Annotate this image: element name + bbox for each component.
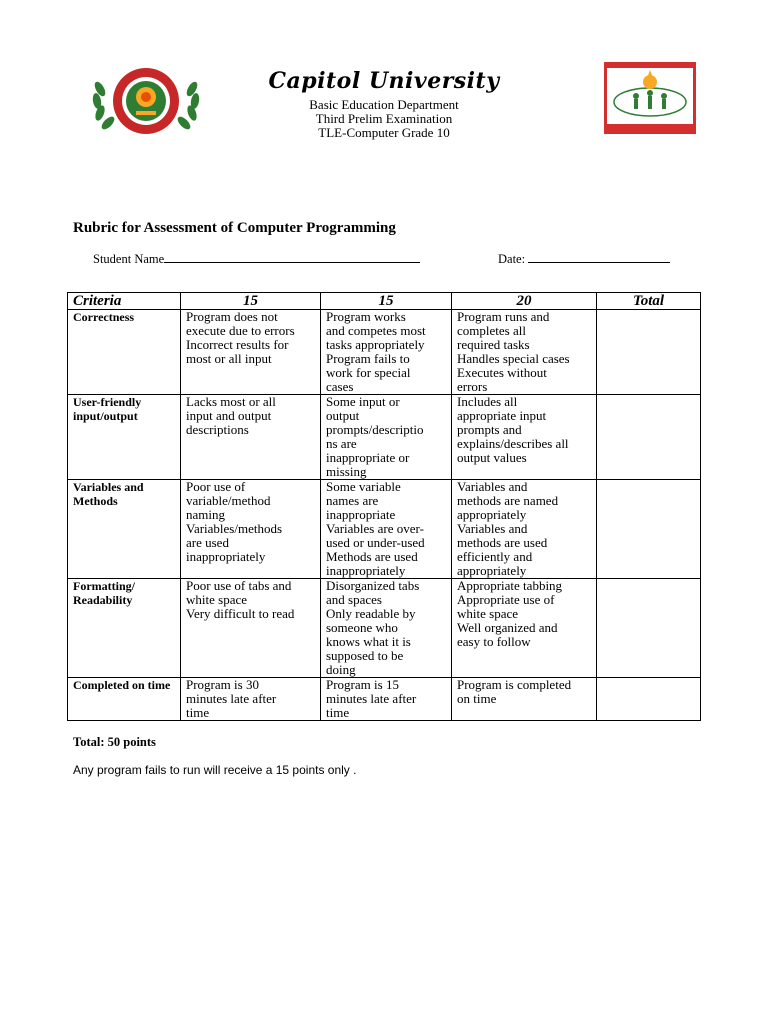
descriptor-line: Variables and — [457, 479, 528, 494]
descriptor-line: knows what it is — [326, 634, 411, 649]
descriptor-cell — [181, 678, 321, 721]
descriptor-cell — [452, 310, 597, 395]
descriptor-line: input and output — [186, 408, 272, 423]
note-text: Any program fails to run will receive a 15 points only . — [73, 763, 357, 777]
descriptor-line: Program fails to — [326, 351, 410, 366]
table-row — [68, 310, 701, 395]
descriptor-cell — [452, 480, 597, 579]
descriptor-line: time — [326, 705, 350, 720]
total-cell[interactable] — [597, 310, 701, 395]
descriptor-line: doing — [326, 662, 356, 677]
descriptor-line: minutes late after — [186, 691, 277, 706]
descriptor-line: supposed to be — [326, 648, 404, 663]
total-cell[interactable] — [597, 480, 701, 579]
descriptor-line: appropriately — [457, 507, 527, 522]
student-name-label: Student Name — [93, 252, 165, 266]
descriptor-line: naming — [186, 507, 225, 522]
descriptor-cell — [321, 480, 452, 579]
descriptor-line: work for special — [326, 365, 411, 380]
total-cell[interactable] — [597, 395, 701, 480]
descriptor-line: Variables and — [457, 521, 528, 536]
criteria-cell: Formatting/ Readability — [68, 579, 181, 678]
descriptor-line: ns are — [326, 436, 357, 451]
descriptor-line: and spaces — [326, 592, 382, 607]
descriptor-line: efficiently and — [457, 549, 533, 564]
descriptor-line: Very difficult to read — [186, 606, 295, 621]
descriptor-line: white space — [186, 592, 248, 607]
descriptor-line: Handles special cases — [457, 351, 570, 366]
descriptor-line: descriptions — [186, 422, 249, 437]
header-score-15-b: 15 — [321, 293, 452, 310]
descriptor-line: Some variable — [326, 479, 401, 494]
descriptor-line: names are — [326, 493, 379, 508]
descriptor-line: completes all — [457, 323, 526, 338]
descriptor-line: minutes late after — [326, 691, 417, 706]
descriptor-line: Program works — [326, 309, 406, 324]
subject-name: TLE-Computer Grade 10 — [318, 125, 450, 140]
descriptor-line: tasks appropriately — [326, 337, 425, 352]
descriptor-line: someone who — [326, 620, 398, 635]
descriptor-cell — [321, 678, 452, 721]
student-name-field[interactable] — [93, 250, 420, 267]
descriptor-line: appropriate input — [457, 408, 547, 423]
department-name: Basic Education Department — [309, 97, 459, 112]
criteria-cell: Completed on time — [68, 678, 181, 721]
descriptor-line: explains/describes all — [457, 436, 569, 451]
descriptor-line: Variables are over- — [326, 521, 424, 536]
descriptor-cell — [452, 395, 597, 480]
descriptor-line: Program is completed — [457, 677, 572, 692]
descriptor-cell — [181, 579, 321, 678]
total-points: Total: 50 points — [73, 735, 156, 749]
student-name-line[interactable] — [164, 250, 420, 263]
date-line[interactable] — [528, 250, 670, 263]
descriptor-line: execute due to errors — [186, 323, 295, 338]
descriptor-line: variable/method — [186, 493, 271, 508]
descriptor-line: prompts and — [457, 422, 522, 437]
descriptor-line: Some input or — [326, 394, 400, 409]
descriptor-line: appropriately — [457, 563, 527, 578]
descriptor-line: Disorganized tabs — [326, 578, 420, 593]
table-row — [68, 395, 701, 480]
descriptor-line: cases — [326, 379, 354, 394]
exam-name: Third Prelim Examination — [315, 111, 453, 126]
descriptor-line: most or all input — [186, 351, 272, 366]
basic-education-department-logo-icon — [604, 62, 696, 139]
descriptor-cell — [452, 678, 597, 721]
descriptor-line: missing — [326, 464, 367, 479]
descriptor-line: easy to follow — [457, 634, 531, 649]
descriptor-line: Poor use of tabs and — [186, 578, 292, 593]
descriptor-line: methods are used — [457, 535, 548, 550]
descriptor-line: output — [326, 408, 360, 423]
descriptor-line: output values — [457, 450, 527, 465]
table-row — [68, 678, 701, 721]
descriptor-cell — [321, 310, 452, 395]
criteria-cell: Variables and Methods — [68, 480, 181, 579]
header-criteria: Criteria — [68, 293, 181, 310]
descriptor-line: Lacks most or all — [186, 394, 276, 409]
descriptor-line: used or under-used — [326, 535, 425, 550]
header-score-20: 20 — [452, 293, 597, 310]
descriptor-line: and competes most — [326, 323, 426, 338]
descriptor-line: required tasks — [457, 337, 530, 352]
descriptor-line: Appropriate tabbing — [457, 578, 563, 593]
table-row — [68, 579, 701, 678]
descriptor-cell — [452, 579, 597, 678]
descriptor-line: Well organized and — [457, 620, 558, 635]
descriptor-cell — [321, 579, 452, 678]
table-header-row — [68, 293, 701, 310]
descriptor-cell — [181, 310, 321, 395]
university-seal-icon — [92, 67, 200, 140]
descriptor-line: Executes without — [457, 365, 547, 380]
descriptor-line: methods are named — [457, 493, 559, 508]
descriptor-line: prompts/descriptio — [326, 422, 424, 437]
descriptor-cell — [181, 395, 321, 480]
descriptor-line: Includes all — [457, 394, 518, 409]
table-row — [68, 480, 701, 579]
descriptor-cell — [181, 480, 321, 579]
rubric-table — [67, 292, 701, 721]
descriptor-line: Poor use of — [186, 479, 246, 494]
descriptor-line: on time — [457, 691, 497, 706]
date-field[interactable] — [498, 250, 670, 267]
descriptor-line: inappropriately — [326, 563, 406, 578]
descriptor-line: Program runs and — [457, 309, 550, 324]
descriptor-line: Program does not — [186, 309, 278, 324]
descriptor-line: Incorrect results for — [186, 337, 289, 352]
criteria-cell: Correctness — [68, 310, 181, 395]
descriptor-cell — [321, 395, 452, 480]
descriptor-line: inappropriately — [186, 549, 266, 564]
date-label: Date: — [498, 252, 529, 266]
descriptor-line: Methods are used — [326, 549, 418, 564]
descriptor-line: Program is 15 — [326, 677, 399, 692]
descriptor-line: white space — [457, 606, 519, 621]
criteria-cell: User-friendly input/output — [68, 395, 181, 480]
descriptor-line: inappropriate or — [326, 450, 410, 465]
university-name: Capitol University — [268, 68, 500, 94]
descriptor-line: Only readable by — [326, 606, 416, 621]
descriptor-line: errors — [457, 379, 488, 394]
total-cell[interactable] — [597, 579, 701, 678]
descriptor-line: Program is 30 — [186, 677, 259, 692]
descriptor-line: are used — [186, 535, 229, 550]
header-score-15-a: 15 — [181, 293, 321, 310]
total-cell[interactable] — [597, 678, 701, 721]
descriptor-line: Variables/methods — [186, 521, 283, 536]
descriptor-line: Appropriate use of — [457, 592, 555, 607]
header-total: Total — [597, 293, 701, 310]
descriptor-line: time — [186, 705, 210, 720]
descriptor-line: inappropriate — [326, 507, 396, 522]
rubric-title: Rubric for Assessment of Computer Programming — [73, 220, 396, 236]
